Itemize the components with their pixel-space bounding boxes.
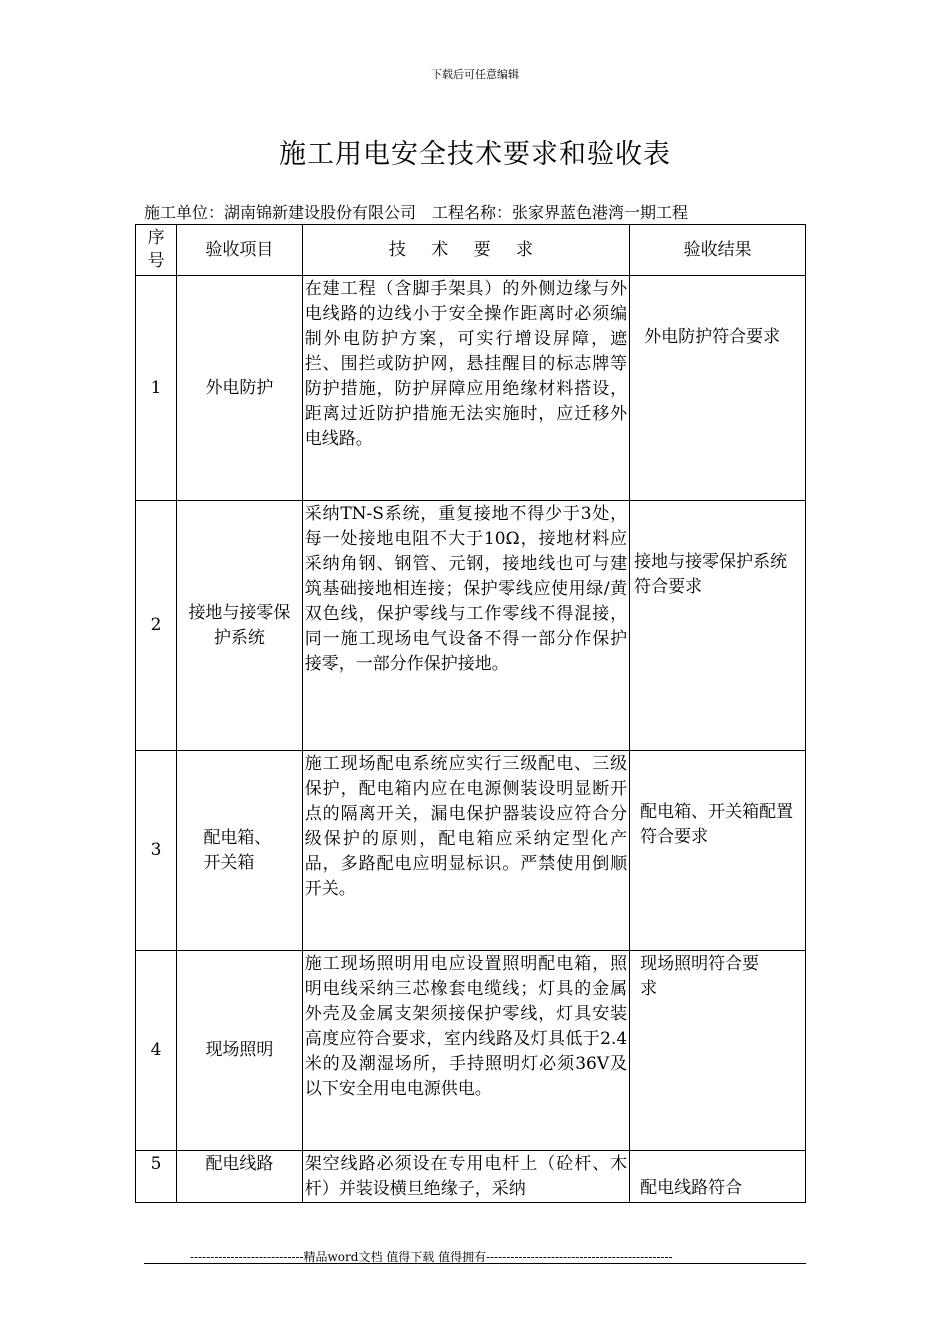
row-result-cell bbox=[630, 951, 806, 1151]
acceptance-table bbox=[135, 224, 806, 1203]
row-item: 外电防护 bbox=[177, 276, 303, 501]
row-no: 4 bbox=[136, 951, 177, 1151]
table-row bbox=[136, 276, 806, 501]
row-result: 配电箱、开关箱配置符合要求 bbox=[640, 802, 794, 847]
row-result-cell bbox=[630, 1151, 806, 1203]
info-line bbox=[144, 200, 688, 223]
row-requirement: 采纳TN-S系统，重复接地不得少于3处，每一处接地电阻不大于10Ω，接地材料应采纳角钢、钢管、元钢，接地线也可与建筑基础接地相连接；保护零线应使用绿/黄双色线，保护零线与工作零线不得混接，同一施工现场电气设备不得一部分作保护接零，一部分作保护接地。 bbox=[302, 501, 629, 751]
row-result: 接地与接零保护系统符合要求 bbox=[634, 552, 788, 597]
table-row bbox=[136, 951, 806, 1151]
table-row bbox=[136, 501, 806, 751]
header-item: 验收项目 bbox=[177, 225, 303, 276]
construction-unit: 施工单位：湖南锦新建设股份有限公司 bbox=[144, 203, 417, 222]
row-item: 配电线路 bbox=[177, 1151, 303, 1203]
header-note: 下载后可任意编辑 bbox=[431, 68, 519, 81]
row-result: 现场照明符合要求 bbox=[640, 954, 760, 999]
table-header-row bbox=[136, 225, 806, 276]
row-item: 接地与接零保护系统 bbox=[177, 501, 303, 751]
row-requirement: 施工现场照明用电应设置照明配电箱，照明电线采纳三芯橡套电缆线；灯具的金属外壳及金属支架须接保护零线，灯具安装高度应符合要求，室内线路及灯具低于2.4米的及潮湿场所，手持照明灯必须36V及以下安全用电电源供电。 bbox=[302, 951, 629, 1151]
row-result: 配电线路符合 bbox=[640, 1178, 743, 1198]
header-no: 序号 bbox=[136, 225, 177, 276]
row-no: 1 bbox=[136, 276, 177, 501]
row-result-cell bbox=[630, 501, 806, 751]
header-requirement: 技 术 要 求 bbox=[302, 225, 629, 276]
table-row bbox=[136, 1151, 806, 1203]
table-row bbox=[136, 751, 806, 951]
header-result: 验收结果 bbox=[630, 225, 806, 276]
row-result: 外电防护符合要求 bbox=[644, 327, 781, 347]
row-result-cell bbox=[630, 276, 806, 501]
row-requirement: 在建工程（含脚手架具）的外侧边缘与外电线路的边线小于安全操作距离时必须编制外电防护方案，可实行增设屏障，遮拦、围拦或防护网，悬挂醒目的标志牌等防护措施，防护屏障应用绝缘材料搭设，距离过近防护措施无法实施时，应迁移外电线路。 bbox=[302, 276, 629, 501]
footer-divider bbox=[144, 1263, 806, 1264]
row-item: 配电箱、开关箱 bbox=[177, 751, 303, 951]
row-no: 5 bbox=[136, 1151, 177, 1203]
row-requirement: 施工现场配电系统应实行三级配电、三级保护，配电箱内应在电源侧装设明显断开点的隔离开关，漏电保护器装设应符合分级保护的原则，配电箱应采纳定型化产品，多路配电应明显标识。严禁使用倒顺开关。 bbox=[302, 751, 629, 951]
footer-text: ----------------------------精品word文档 值得下载 值得拥有---------------------------------------------- bbox=[190, 1250, 673, 1264]
row-no: 3 bbox=[136, 751, 177, 951]
row-no: 2 bbox=[136, 501, 177, 751]
row-item: 现场照明 bbox=[177, 951, 303, 1151]
row-requirement: 架空线路必须设在专用电杆上（砼杆、木杆）并装设横旦绝缘子，采纳 bbox=[302, 1151, 629, 1203]
project-name: 工程名称：张家界蓝色港湾一期工程 bbox=[432, 203, 689, 222]
row-result-cell bbox=[630, 751, 806, 951]
page-title: 施工用电安全技术要求和验收表 bbox=[279, 139, 671, 170]
